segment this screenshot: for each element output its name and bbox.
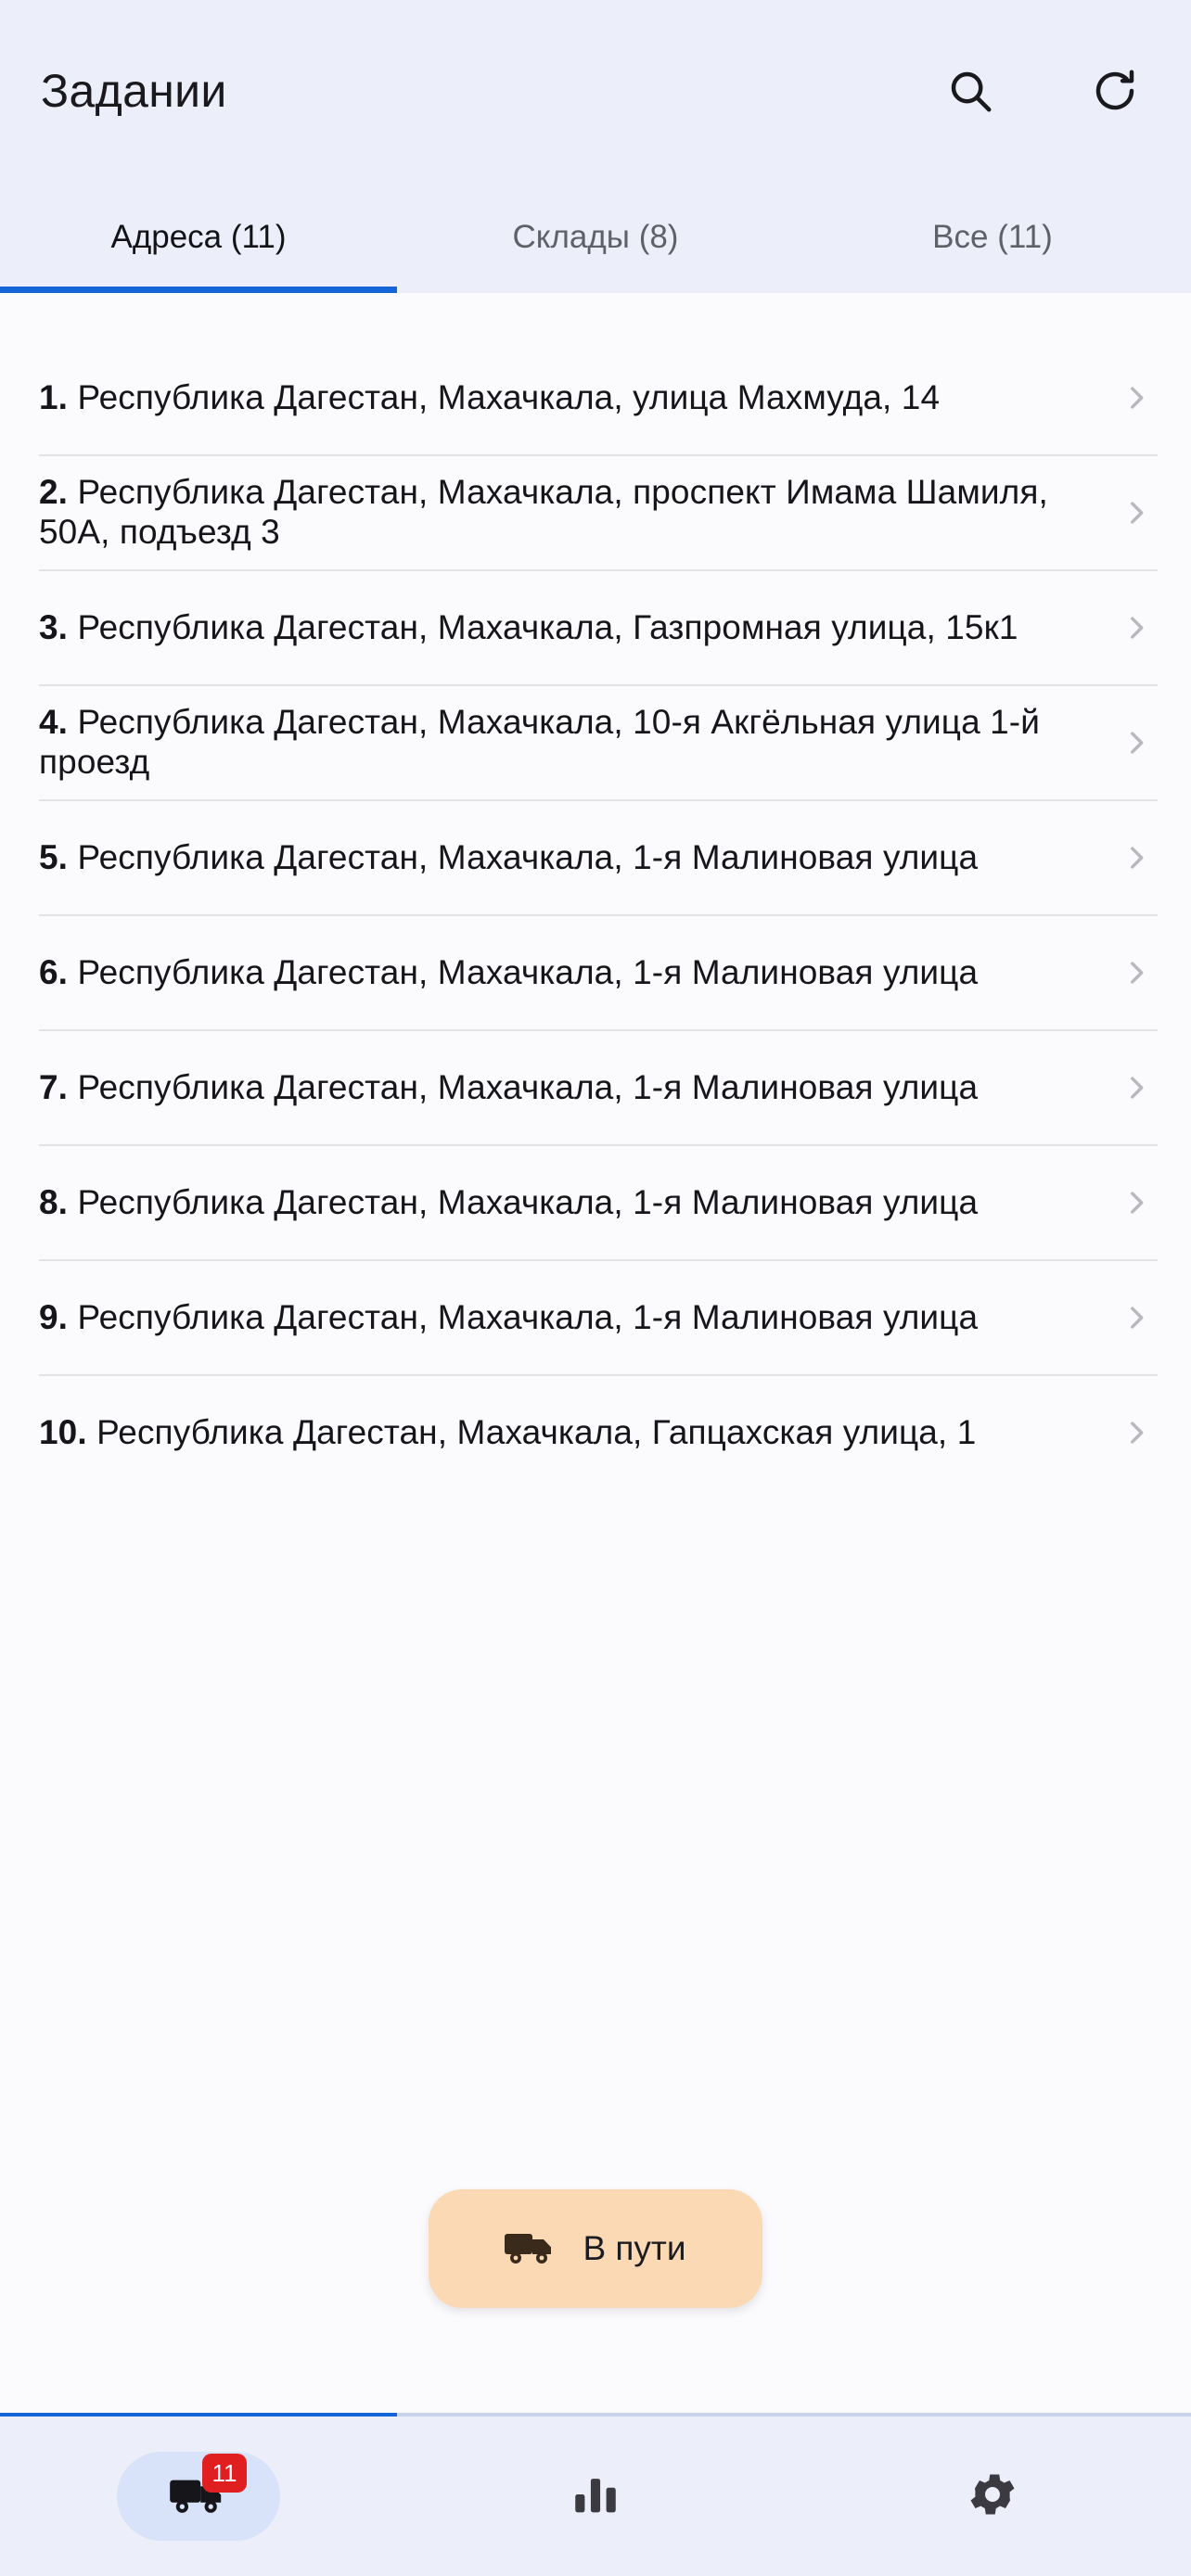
- list-item-content: [39, 592, 1115, 665]
- list-item-address: Республика Дагестан, Махачкала, Газпромная улица, 15к1: [68, 607, 1018, 646]
- list-item[interactable]: [0, 1261, 1191, 1374]
- tab-active-indicator: [0, 287, 397, 293]
- truck-icon: [505, 2227, 557, 2271]
- list-item-content: [39, 362, 1115, 435]
- list-item-index: 7.: [39, 1067, 69, 1106]
- list-item[interactable]: [0, 456, 1191, 569]
- list-item-address: Республика Дагестан, Махачкала, 10-я Акгёльная улица 1-й проезд: [39, 703, 1040, 781]
- list-item[interactable]: [0, 1146, 1191, 1259]
- tab-addresses[interactable]: Адреса (11): [110, 219, 287, 255]
- nav-item-tasks[interactable]: [0, 2417, 397, 2576]
- header-actions: [941, 61, 1145, 121]
- search-icon[interactable]: [941, 61, 1000, 121]
- nav-item-settings[interactable]: [794, 2417, 1191, 2576]
- status-badge-in-transit[interactable]: [429, 2189, 762, 2308]
- bottom-navigation: [0, 2413, 1191, 2576]
- nav-active-pill: [117, 2452, 280, 2541]
- list-item-content: [39, 686, 1115, 798]
- list-item-index: 10.: [39, 1412, 87, 1451]
- list-item-address: Республика Дагестан, Махачкала, 1-я Малиновая улица: [68, 1297, 979, 1336]
- list-item-index: 4.: [39, 703, 69, 742]
- refresh-icon[interactable]: [1085, 61, 1145, 121]
- list-item-index: 6.: [39, 952, 69, 991]
- list-item[interactable]: [0, 341, 1191, 454]
- tab-warehouses[interactable]: Склады (8): [512, 219, 679, 255]
- chevron-right-icon[interactable]: [1115, 1417, 1158, 1448]
- list-item-address: Республика Дагестан, Махачкала, Гапцахская улица, 1: [86, 1412, 977, 1451]
- chevron-right-icon[interactable]: [1115, 842, 1158, 874]
- chevron-right-icon[interactable]: [1115, 612, 1158, 644]
- list-item-content: [39, 456, 1115, 568]
- status-badge-label: В пути: [583, 2229, 686, 2267]
- list-item[interactable]: [0, 801, 1191, 914]
- list-item-index: 5.: [39, 837, 69, 876]
- list-item-content: [39, 1282, 1115, 1355]
- list-item-content: [39, 1396, 1115, 1470]
- list-item-content: [39, 937, 1115, 1010]
- chevron-right-icon[interactable]: [1115, 382, 1158, 414]
- list-item-address: Республика Дагестан, Махачкала, проспект Имама Шамиля, 50А, подъезд 3: [39, 473, 1048, 551]
- chevron-right-icon[interactable]: [1115, 497, 1158, 529]
- chevron-right-icon[interactable]: [1115, 727, 1158, 759]
- bar-chart-icon: [569, 2468, 622, 2526]
- task-list[interactable]: [0, 293, 1191, 2413]
- tab-bar: [0, 182, 1191, 293]
- list-item[interactable]: [0, 686, 1191, 799]
- gear-icon: [965, 2467, 1020, 2527]
- list-item-content: [39, 1052, 1115, 1125]
- list-item-index: 1.: [39, 377, 69, 416]
- list-item-index: 8.: [39, 1182, 69, 1221]
- nav-item-stats[interactable]: [397, 2417, 794, 2576]
- list-item-index: 2.: [39, 473, 69, 512]
- list-item-content: [39, 1167, 1115, 1240]
- chevron-right-icon[interactable]: [1115, 1072, 1158, 1103]
- list-item-index: 9.: [39, 1297, 69, 1336]
- list-item-index: 3.: [39, 607, 69, 646]
- list-item-address: Республика Дагестан, Махачкала, улица Махмуда, 14: [68, 377, 941, 416]
- list-item-address: Республика Дагестан, Махачкала, 1-я Малиновая улица: [68, 1067, 979, 1106]
- list-item[interactable]: [0, 1376, 1191, 1489]
- list-item-address: Республика Дагестан, Махачкала, 1-я Малиновая улица: [68, 952, 979, 991]
- list-item[interactable]: [0, 1031, 1191, 1144]
- tab-all[interactable]: Все (11): [932, 219, 1053, 255]
- list-item[interactable]: [0, 916, 1191, 1029]
- list-item[interactable]: [0, 571, 1191, 684]
- list-item-address: Республика Дагестан, Махачкала, 1-я Малиновая улица: [68, 837, 979, 876]
- list-item-address: Республика Дагестан, Махачкала, 1-я Малиновая улица: [68, 1182, 979, 1221]
- chevron-right-icon[interactable]: [1115, 1187, 1158, 1218]
- app-header: [0, 0, 1191, 182]
- page-title: Задании: [41, 65, 227, 117]
- chevron-right-icon[interactable]: [1115, 957, 1158, 988]
- list-item-content: [39, 822, 1115, 895]
- chevron-right-icon[interactable]: [1115, 1302, 1158, 1333]
- nav-badge-count: 11: [202, 2454, 247, 2493]
